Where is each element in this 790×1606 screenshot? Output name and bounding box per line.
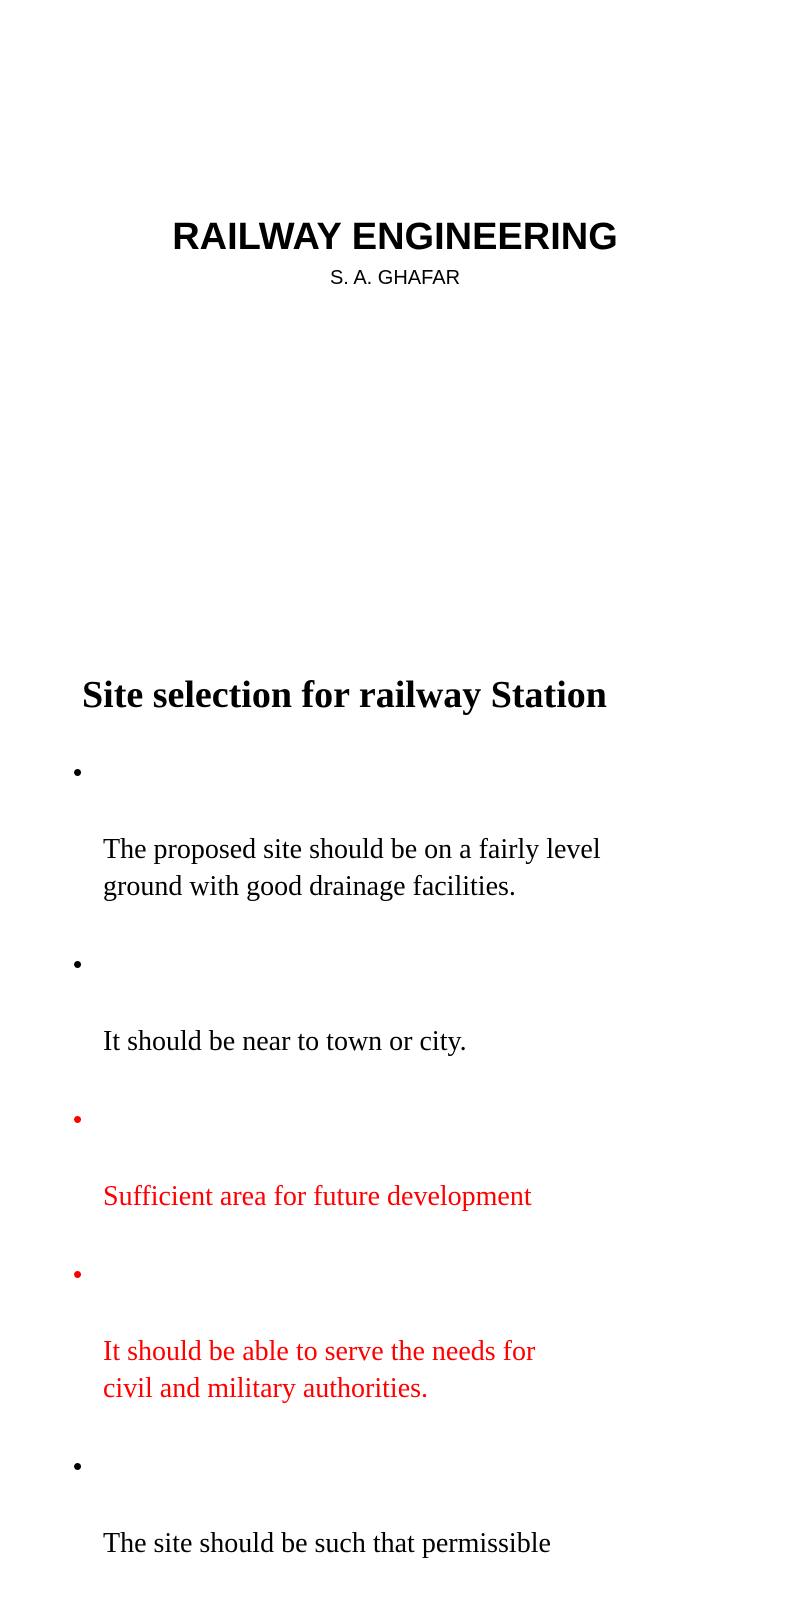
bullet-dot-icon: •: [73, 949, 83, 979]
bullet-text: It should be near to town or city.: [103, 1026, 467, 1057]
bullet-text: It should be able to serve the needs for civil and military authorities.: [103, 1336, 536, 1404]
content-slide: [0, 640, 768, 1559]
presentation-author: S. A. GHAFAR: [329, 267, 461, 289]
bullet-text: The site should be such that permissible: [103, 1528, 551, 1559]
bullet-dot-icon: •: [73, 1451, 83, 1481]
bullet-dot-icon: •: [73, 1259, 83, 1289]
bullet-item: [72, 1259, 752, 1444]
bullet-dot-icon: •: [73, 1104, 83, 1134]
slide-heading: Site selection for railway Station: [82, 674, 607, 716]
bullet-item: [72, 1104, 752, 1252]
bullet-item: [72, 1451, 752, 1599]
bullet-list: [72, 757, 752, 1606]
title-slide: [0, 0, 768, 640]
bullet-text: Sufficient area for future development: [103, 1181, 532, 1212]
bullet-item: [72, 757, 752, 942]
presentation-title: RAILWAY ENGINEERING: [172, 216, 618, 258]
bullet-item: [72, 949, 752, 1097]
bullet-text: The proposed site should be on a fairly level ground with good drainage facilities.: [103, 834, 601, 902]
bullet-dot-icon: •: [73, 757, 83, 787]
